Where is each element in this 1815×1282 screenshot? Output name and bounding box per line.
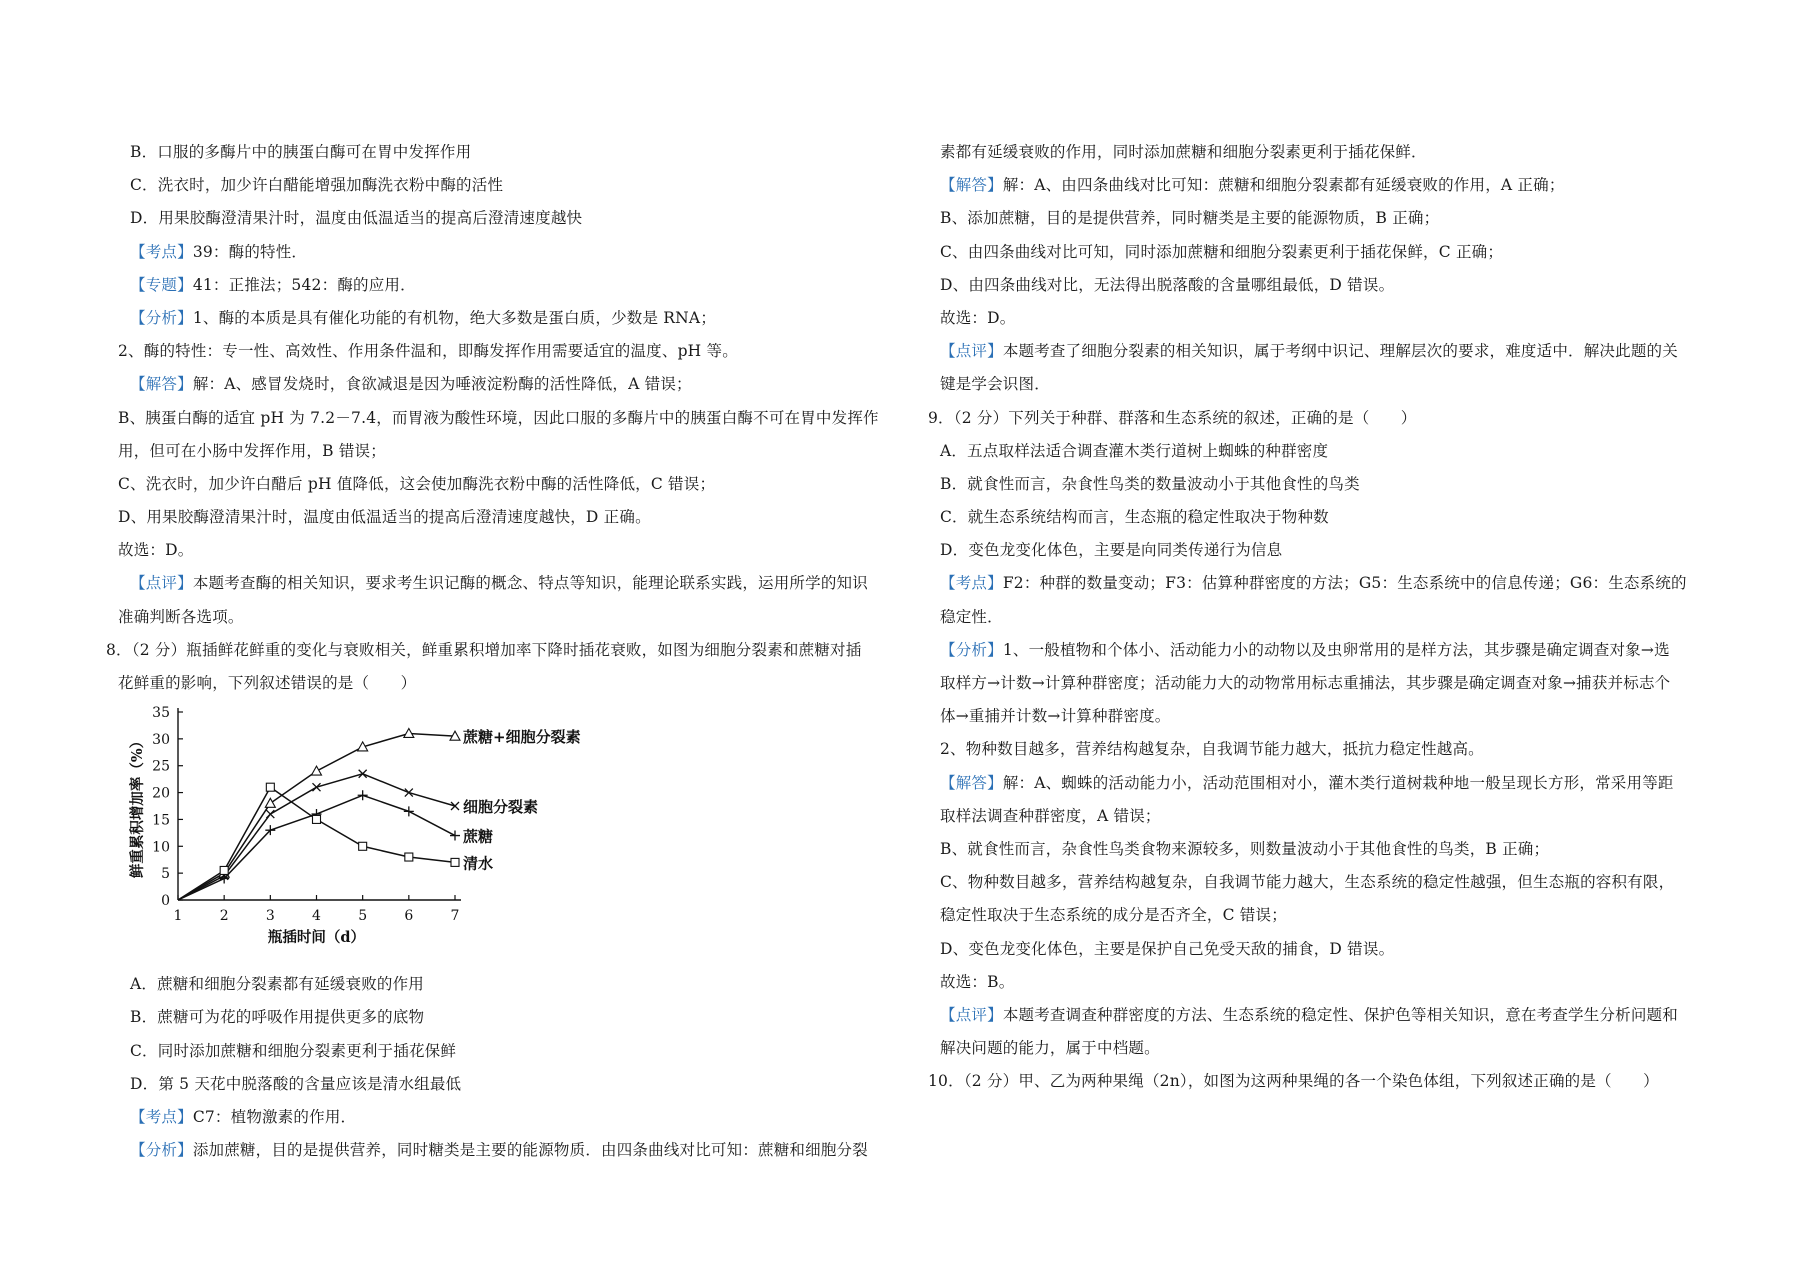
text-line (118, 368, 908, 401)
text-line (118, 302, 908, 335)
line-text: 用，但可在小肠中发挥作用，B 错误； (118, 441, 386, 460)
section-tag: 【考点】 (940, 574, 1003, 593)
text-line (940, 634, 1720, 667)
x-tick-label: 5 (358, 908, 368, 925)
text-line (940, 933, 1720, 966)
text-line (940, 169, 1720, 202)
x-axis-label: 瓶插时间（d） (267, 929, 366, 947)
text-line (940, 767, 1720, 800)
line-text: 键是学会识图． (940, 375, 1050, 394)
text-line (118, 269, 908, 302)
left-text-before-chart (106, 136, 908, 700)
line-text: C．同时添加蔗糖和细胞分裂素更利于插花保鲜 (130, 1041, 457, 1060)
line-text: C．洗衣时，加少许白醋能增强加酶洗衣粉中酶的活性 (130, 176, 504, 195)
data-point (358, 790, 368, 800)
data-point (266, 783, 274, 791)
line-text: D．变色龙变化体色，主要是向同类传递行为信息 (940, 541, 1283, 560)
x-tick-label: 7 (450, 908, 460, 925)
section-tag: 【点评】 (130, 574, 193, 593)
y-tick-label: 5 (161, 866, 170, 883)
section-tag: 【点评】 (940, 342, 1003, 361)
text-line (118, 402, 908, 435)
section-tag: 【专题】 (130, 275, 193, 294)
text-line (940, 136, 1720, 169)
x-tick-label: 3 (265, 908, 275, 925)
text-line (118, 1001, 908, 1034)
text-line (940, 468, 1720, 501)
line-text: B、添加蔗糖，目的是提供营养，同时糖类是主要的能源物质，B 正确； (940, 209, 1440, 228)
y-tick-label: 0 (161, 893, 170, 910)
line-text: 41：正推法；542：酶的应用． (192, 275, 416, 294)
line-text: 故选：D。 (118, 541, 194, 560)
line-text: D、由四条曲线对比，无法得出脱落酸的含量哪组最低，D 错误。 (940, 275, 1395, 294)
right-text (928, 136, 1720, 1098)
text-line (940, 733, 1720, 766)
chart-container (118, 700, 908, 968)
text-line (940, 236, 1720, 269)
section-tag: 【解答】 (130, 375, 193, 394)
line-text: 花鲜重的影响，下列叙述错误的是（ ） (118, 674, 417, 692)
text-line (118, 601, 908, 634)
text-line (940, 800, 1720, 833)
line-text: 本题考查酶的相关知识，要求考生识记酶的概念、特点等知识，能理论联系实践，运用所学的知识 (192, 574, 868, 593)
text-line (940, 667, 1720, 700)
text-line (940, 269, 1720, 302)
line-text: 本题考查调查种群密度的方法、生态系统的稳定性、保护色等相关知识，意在考查学生分析问题和 (1002, 1005, 1678, 1024)
data-point (405, 789, 413, 797)
data-point (220, 867, 228, 875)
data-point (359, 842, 367, 850)
text-line (940, 302, 1720, 335)
line-text: B．口服的多酶片中的胰蛋白酶可在胃中发挥作用 (130, 143, 472, 161)
text-line (118, 1035, 908, 1068)
series-label: 清水 (463, 854, 494, 873)
section-tag: 【解答】 (940, 773, 1003, 792)
data-point (451, 802, 459, 810)
section-tag: 【考点】 (130, 242, 193, 261)
series-label: 细胞分裂素 (463, 798, 539, 817)
y-tick-label: 35 (152, 705, 170, 722)
text-line (118, 169, 908, 202)
line-text: 素都有延缓衰败的作用，同时添加蔗糖和细胞分裂素更利于插花保鲜． (940, 143, 1427, 161)
line-text: D．用果胶酶澄清果汁时，温度由低温适当的提高后澄清速度越快 (130, 209, 583, 228)
line-text: A．五点取样法适合调查灌木类行道树上蜘蛛的种群密度 (940, 441, 1329, 460)
line-text: B．蔗糖可为花的呼吸作用提供更多的底物 (130, 1008, 425, 1027)
text-line (118, 236, 908, 269)
line-text: B、就食性而言，杂食性鸟类食物来源较多，则数量波动小于其他食性的鸟类，B 正确； (940, 839, 1550, 858)
line-text: C．就生态系统结构而言，生态瓶的稳定性取决于物种数 (940, 508, 1329, 527)
data-point (265, 799, 275, 808)
x-tick-label: 6 (404, 908, 414, 925)
line-text: F2：种群的数量变动；F3：估算种群密度的方法；G5：生态系统中的信息传递；G6：生态系统的 (1002, 574, 1687, 593)
text-line (940, 899, 1720, 932)
text-line (118, 136, 908, 169)
text-line (118, 1134, 908, 1167)
line-text: C、物种数目越多，营养结构越复杂，自我调节能力越大，生态系统的稳定性越强，但生态瓶的容积有限， (940, 873, 1675, 892)
line-text: D、用果胶酶澄清果汁时，温度由低温适当的提高后澄清速度越快，D 正确。 (118, 508, 651, 527)
line-text: 故选：B。 (940, 972, 1015, 991)
line-text: 准确判断各选项。 (118, 607, 244, 626)
series-label: 蔗糖+细胞分裂素 (463, 728, 581, 747)
text-line (940, 601, 1720, 634)
text-line (118, 202, 908, 235)
line-text: 39：酶的特性． (192, 242, 308, 261)
y-tick-label: 15 (152, 812, 170, 829)
line-text: 1、一般植物和个体小、活动能力小的动物以及虫卵常用的是样方法，其步骤是确定调查对象→选 (1002, 640, 1670, 659)
question-line (928, 1065, 1720, 1098)
line-text: 稳定性． (940, 607, 1003, 626)
line-text: 解决问题的能力，属于中档题。 (940, 1039, 1160, 1058)
line-text: 2、物种数目越多，营养结构越复杂，自我调节能力越大，抵抗力稳定性越高。 (940, 740, 1484, 759)
line-text: D．第 5 天花中脱落酸的含量应该是清水组最低 (130, 1074, 462, 1093)
left-text-after-chart (118, 968, 908, 1167)
text-line (940, 335, 1720, 368)
text-line (940, 435, 1720, 468)
x-tick-label: 4 (312, 908, 321, 925)
line-text: B、胰蛋白酶的适宜 pH 为 7.2－7.4，而胃液为酸性环境，因此口服的多酶片中的胰蛋白酶不可在胃中发挥作 (118, 408, 879, 427)
text-line (118, 667, 908, 700)
line-text: C、由四条曲线对比可知，同时添加蔗糖和细胞分裂素更利于插花保鲜，C 正确； (940, 242, 1504, 261)
text-line (940, 866, 1720, 899)
x-tick-label: 2 (219, 908, 229, 925)
text-line (118, 567, 908, 600)
text-line (940, 534, 1720, 567)
y-axis-label: 鲜重累积增加率（%） (129, 734, 146, 879)
y-tick-label: 20 (152, 785, 170, 802)
line-text: 本题考查了细胞分裂素的相关知识，属于考纲中识记、理解层次的要求，难度适中．解决此题的关 (1002, 342, 1678, 361)
text-line (118, 1068, 908, 1101)
data-point (312, 766, 322, 775)
text-line (940, 368, 1720, 401)
line-text: B．就食性而言，杂食性鸟类的数量波动小于其他食性的鸟类 (940, 474, 1360, 493)
line-text: 解：A、由四条曲线对比可知：蔗糖和细胞分裂素都有延缓衰败的作用，A 正确； (1002, 176, 1565, 195)
x-tick-label: 1 (173, 908, 183, 925)
line-text: 解：A、蜘蛛的活动能力小，活动范围相对小，灌木类行道树栽种地一般呈现长方形，常采用等距 (1002, 773, 1674, 792)
y-tick-label: 30 (152, 732, 170, 749)
line-text: 故选：D。 (940, 308, 1016, 327)
section-tag: 【解答】 (940, 176, 1003, 195)
text-line (118, 468, 908, 501)
line-text: 8．（2 分）瓶插鲜花鲜重的变化与衰败相关，鲜重累积增加率下降时插花衰败，如图为细胞分裂素和蔗糖对插 (106, 640, 862, 659)
data-point (450, 831, 460, 841)
line-text: D、变色龙变化体色，主要是保护自己免受天敌的捕食，D 错误。 (940, 939, 1395, 958)
text-line (940, 501, 1720, 534)
text-line (940, 966, 1720, 999)
line-text: 取样方→计数→计算种群密度；活动能力大的动物常用标志重捕法，其步骤是确定调查对象→捕获并标志个 (940, 674, 1671, 692)
line-text: C、洗衣时，加少许白醋后 pH 值降低，这会使加酶洗衣粉中酶的活性降低，C 错误； (118, 474, 716, 493)
line-text: 取样法调查种群密度，A 错误； (940, 806, 1161, 825)
question-line (106, 634, 908, 667)
series-label: 蔗糖 (463, 827, 494, 846)
line-text: 体→重捕并计数→计算种群密度。 (940, 707, 1171, 726)
right-column (928, 136, 1720, 1098)
text-line (940, 1032, 1720, 1065)
section-tag: 【点评】 (940, 1005, 1003, 1024)
line-text: 9．（2 分）下列关于种群、群落和生态系统的叙述，正确的是（ ） (928, 408, 1417, 427)
text-line (118, 335, 908, 368)
data-point (313, 816, 321, 824)
line-text: 添加蔗糖，目的是提供营养，同时糖类是主要的能源物质．由四条曲线对比可知：蔗糖和细胞分裂 (192, 1141, 868, 1160)
line-text: 稳定性取决于生态系统的成分是否齐全，C 错误； (940, 906, 1287, 925)
line-text: A．蔗糖和细胞分裂素都有延缓衰败的作用 (130, 975, 424, 994)
section-tag: 【分析】 (130, 1141, 193, 1160)
data-point (359, 770, 367, 778)
line-text: 解：A、感冒发烧时，食欲减退是因为唾液淀粉酶的活性降低，A 错误； (192, 375, 692, 394)
text-line (940, 202, 1720, 235)
question-line (928, 402, 1720, 435)
text-line (118, 501, 908, 534)
text-line (118, 1101, 908, 1134)
text-line (940, 833, 1720, 866)
data-point (405, 853, 413, 861)
section-tag: 【分析】 (940, 640, 1003, 659)
line-text: 2、酶的特性：专一性、高效性、作用条件温和，即酶发挥作用需要适宜的温度、pH 等。 (118, 342, 738, 361)
text-line (940, 999, 1720, 1032)
line-text: 1、酶的本质是具有催化功能的有机物，绝大多数是蛋白质，少数是 RNA； (192, 308, 717, 327)
text-line (940, 567, 1720, 600)
section-tag: 【考点】 (130, 1107, 193, 1126)
text-line (118, 968, 908, 1001)
series-line (178, 787, 455, 900)
section-tag: 【分析】 (130, 308, 193, 327)
data-point (266, 810, 274, 818)
y-tick-label: 25 (152, 758, 170, 775)
line-text: 10．（2 分）甲、乙为两种果绳（2n），如图为这两种果绳的各一个染色体组，下列叙述正确的是（ ） (928, 1072, 1659, 1091)
line-text: C7：植物激素的作用． (192, 1107, 357, 1126)
text-line (940, 700, 1720, 733)
data-point (451, 859, 459, 867)
fresh-weight-line-chart (118, 700, 581, 968)
y-tick-label: 10 (152, 839, 170, 856)
data-point (404, 807, 414, 817)
text-line (118, 435, 908, 468)
text-line (118, 534, 908, 567)
left-column (106, 136, 908, 1167)
data-point (313, 783, 321, 791)
